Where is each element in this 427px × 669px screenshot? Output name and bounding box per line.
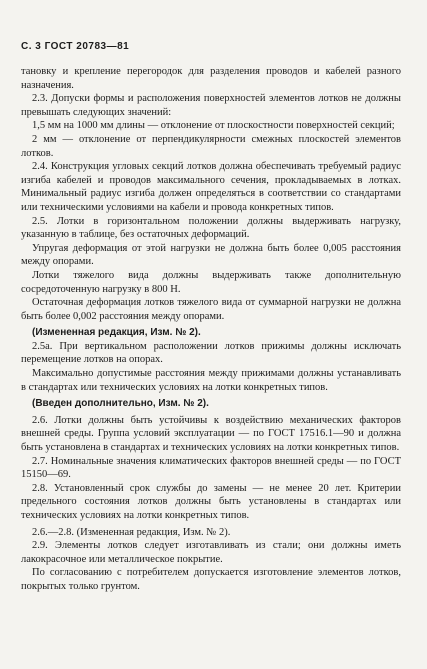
page-header: С. 3 ГОСТ 20783—81 (21, 41, 130, 52)
paragraph: 2.8. Установленный срок службы до замены — не менее 20 лет. Критерии предельного состояния лотков должны быть установлены в стандартах или технических условиях на лотки конкретных типов. (21, 482, 401, 521)
paragraph: Упругая деформация от этой нагрузки не должна быть более 0,005 расстояния между опорами. (21, 242, 401, 268)
document-body (21, 65, 401, 594)
paragraph: Максимально допустимые расстояния между прижимами должны устанавливать в стандартах или технических условиях на лотки конкретных типов. (21, 368, 401, 393)
paragraph: 2.5а. При вертикальном расположении лотков прижимы должны исключать перемещение лотков на опорах. (21, 340, 401, 366)
paragraph: 1,5 мм на 1000 мм длины — отклонение от плоскостности поверхностей секций; (32, 120, 395, 132)
amendment-note: (Введен дополнительно, Изм. № 2). (32, 398, 209, 410)
paragraph: 2.4. Конструкция угловых секций лотков должна обеспечивать требуемый радиус изгиба кабелей и проводов максимального сечения, прокладываемых в лотках. Минимальный радиус изгиба должен определяться в соответствии со стандартами или техническими условиями на кабели и провода конкретных типов. (21, 161, 401, 213)
paragraph: 2.6. Лотки должны быть устойчивы к воздействию механических факторов внешней среды. Группа условий эксплуатации — по ГОСТ 17516.1—90 и должна быть установлена в стандартах и технических условиях на лотки конкретных типов. (21, 414, 401, 454)
paragraph: тановку и крепление перегородок для разделения проводов и кабелей разного назначения. (21, 66, 401, 91)
paragraph: Лотки тяжелого вида должны выдерживать также дополнительную сосредоточенную нагрузку в 800 Н. (21, 269, 401, 295)
paragraph: Остаточная деформация лотков тяжелого вида от суммарной нагрузки не должна быть более 0,002 расстояния между опорами. (21, 297, 401, 322)
paragraph: 2.6.—2.8. (Измененная редакция, Изм. № 2). (32, 526, 231, 538)
amendment-note: (Измененная редакция, Изм. № 2). (32, 327, 201, 339)
paragraph: 2.9. Элементы лотков следует изготавливать из стали; они должны иметь лакокрасочное или металлическое покрытие. (21, 540, 401, 565)
paragraph: 2.3. Допуски формы и расположения поверхностей элементов лотков не должны превышать следующих значений: (21, 93, 401, 118)
paragraph: 2 мм — отклонение от перпендикулярности смежных плоскостей элементов лотков. (21, 133, 401, 159)
paragraph: 2.5. Лотки в горизонтальном положении должны выдерживать нагрузку, указанную в таблице, без остаточных деформаций. (21, 215, 401, 241)
paragraph: 2.7. Номинальные значения климатических факторов внешней среды — по ГОСТ 15150—69. (21, 455, 401, 481)
paragraph: По согласованию с потребителем допускается изготовление элементов лотков, покрытых только грунтом. (21, 567, 401, 592)
